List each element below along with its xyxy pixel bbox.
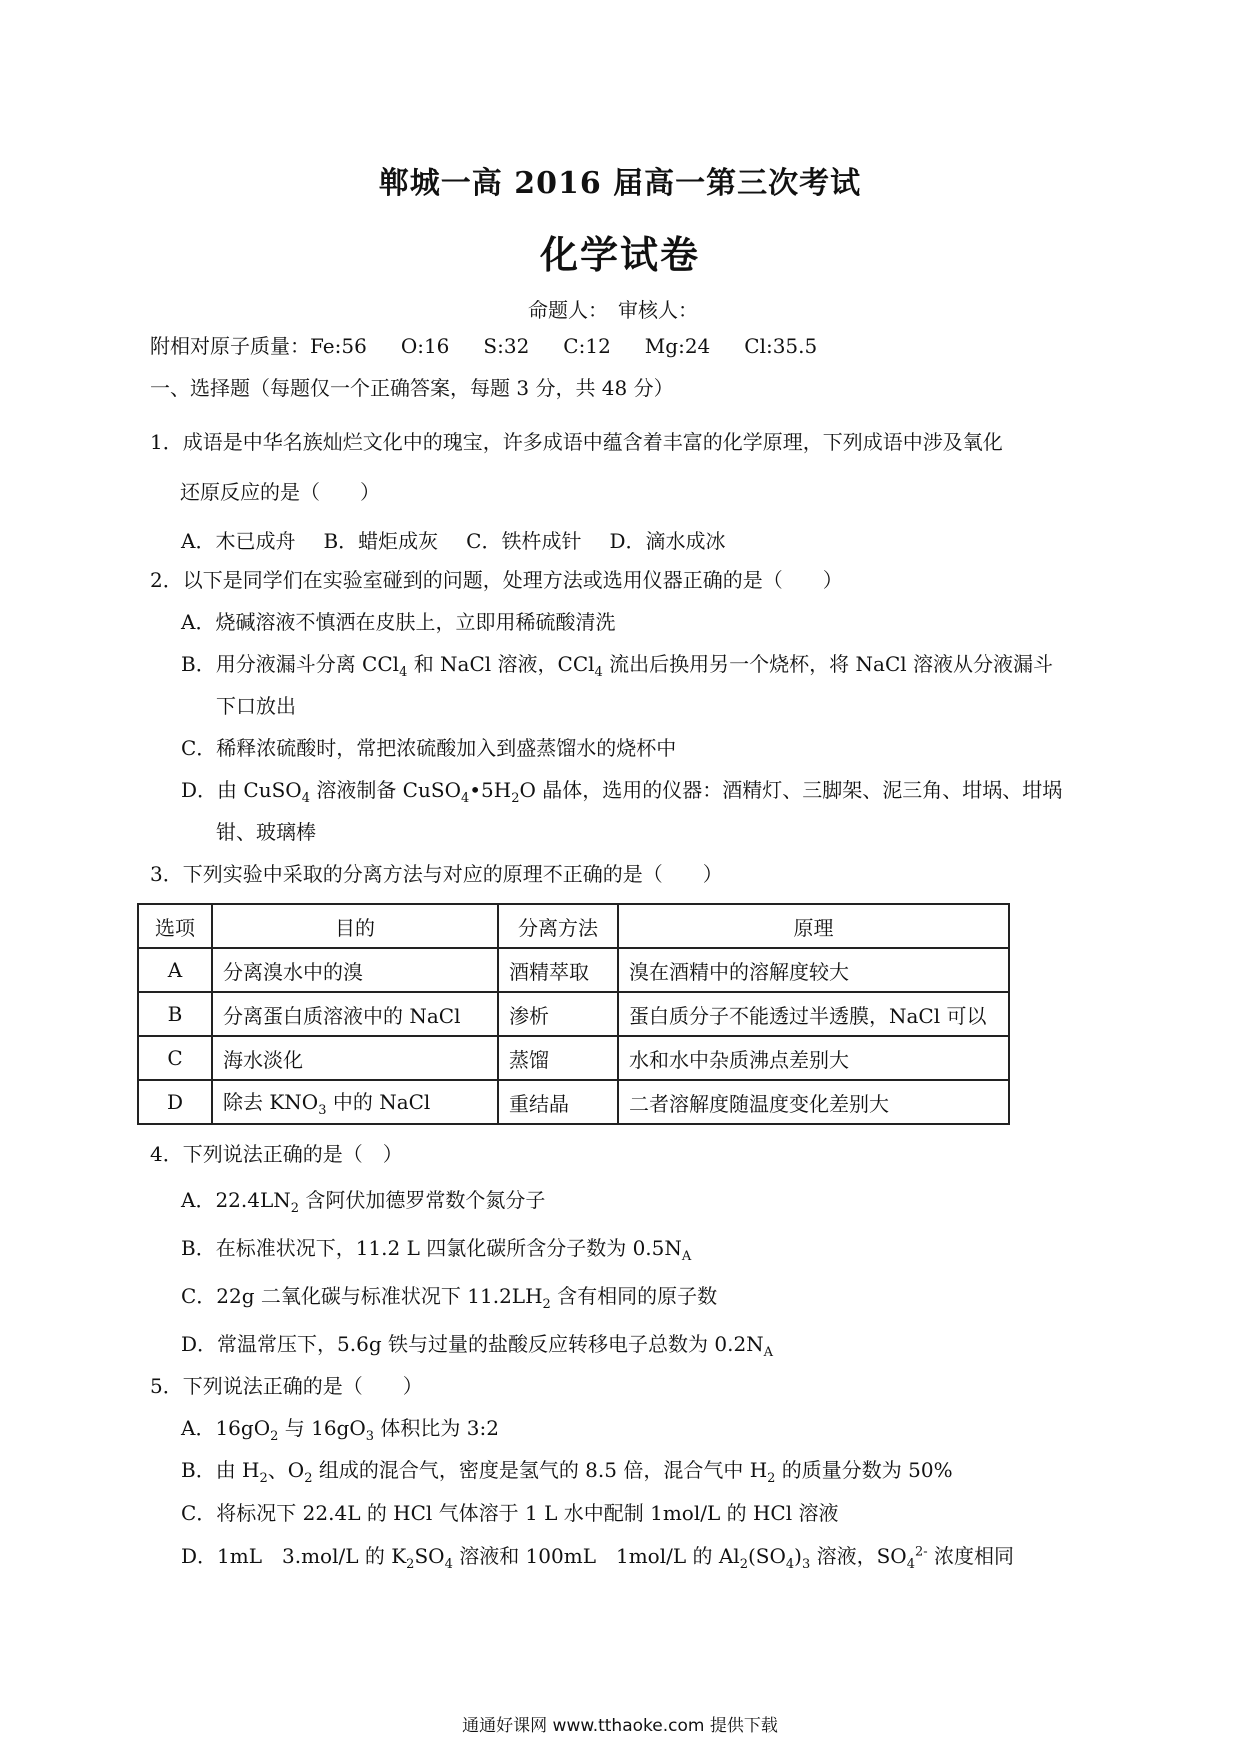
- mass-mg: Mg:24: [644, 334, 711, 358]
- subscript: 4: [444, 1557, 453, 1572]
- table-cell: 渗析: [498, 992, 618, 1036]
- subscript: 4: [460, 791, 470, 806]
- mass-c: C:12: [563, 334, 611, 358]
- q2-option-d: [181, 774, 1062, 806]
- q5-option-d: [181, 1540, 1014, 1572]
- q5-d-text: 浓度相同: [927, 1544, 1015, 1568]
- subscript: 3: [318, 1103, 327, 1118]
- table-cell: 溴在酒精中的溶解度较大: [618, 948, 1009, 992]
- mass-o: O:16: [400, 334, 450, 358]
- q2-d-text: D．由 CuSO: [181, 778, 302, 802]
- q1-option-c: C．铁杵成针: [466, 529, 582, 553]
- q5-option-b: [181, 1454, 953, 1486]
- subscript: 2: [542, 1297, 551, 1312]
- q2-option-a: A．烧碱溶液不慎洒在皮肤上，立即用稀硫酸清洗: [181, 610, 616, 634]
- q1-stem-line1: 1．成语是中华名族灿烂文化中的瑰宝，许多成语中蕴含着丰富的化学原理，下列成语中涉及氧化: [150, 430, 1003, 454]
- separation-table: [137, 903, 1010, 1125]
- table-header-cell: 目的: [212, 904, 498, 948]
- q2-option-c: C．稀释浓硫酸时，常把浓硫酸加入到盛蒸馏水的烧杯中: [181, 736, 677, 760]
- authors-line: 命题人： 审核人：: [528, 298, 698, 322]
- q2-d-text: O 晶体，选用的仪器：酒精灯、三脚架、泥三角、坩埚、坩埚: [519, 778, 1063, 802]
- q5-d-text: D．1mL 3.mol/L 的 K: [181, 1544, 407, 1568]
- table-row: [138, 1036, 1009, 1080]
- q4-a-text: A．22.4LN: [181, 1188, 291, 1212]
- footer-credit: 通通好课网 www.tthaoke.com 提供下载: [462, 1716, 778, 1736]
- table-row: [138, 992, 1009, 1036]
- q1-option-b: B．蜡炬成灰: [323, 529, 439, 553]
- q5-b-text: 组成的混合气，密度是氢气的 8.5 倍，混合气中 H: [312, 1458, 768, 1482]
- subscript: 2: [259, 1471, 268, 1486]
- q5-b-text: 、O: [267, 1458, 305, 1482]
- atomic-masses-label: 附相对原子质量：: [150, 334, 310, 358]
- q5-d-text: 溶液，SO: [810, 1544, 907, 1568]
- superscript: 2-: [915, 1544, 928, 1560]
- table-cell: 水和水中杂质沸点差别大: [618, 1036, 1009, 1080]
- q2-d-text: 溶液制备 CuSO: [309, 778, 461, 802]
- atomic-masses: [150, 330, 817, 359]
- q2-option-b-cont: 下口放出: [216, 694, 296, 718]
- cell-text: 除去 KNO: [223, 1090, 319, 1114]
- subscript: 2: [270, 1429, 279, 1444]
- q5-stem: 5．下列说法正确的是（ ）: [150, 1374, 423, 1398]
- subscript: 2: [739, 1557, 748, 1572]
- subscript: 3: [801, 1557, 811, 1572]
- q2-b-text: B．用分液漏斗分离 CCl: [181, 652, 400, 676]
- subscript: 2: [767, 1471, 776, 1486]
- q5-b-text: 的质量分数为 50%: [775, 1458, 953, 1482]
- mass-fe: Fe:56: [310, 334, 367, 358]
- q4-option-a: [181, 1184, 545, 1216]
- table-cell: 蛋白质分子不能透过半透膜，NaCl 可以: [618, 992, 1009, 1036]
- table-cell: A: [138, 948, 212, 992]
- q5-b-text: B．由 H: [181, 1458, 260, 1482]
- table-row: [138, 1080, 1009, 1124]
- table-cell: 酒精萃取: [498, 948, 618, 992]
- subscript: 2: [406, 1557, 415, 1572]
- q1-stem-line2: 还原反应的是（ ）: [180, 480, 380, 504]
- mass-cl: Cl:35.5: [744, 334, 818, 358]
- q3-stem: 3．下列实验中采取的分离方法与对应的原理不正确的是（ ）: [150, 862, 723, 886]
- q1-options: [181, 525, 726, 554]
- table-header-cell: 选项: [138, 904, 212, 948]
- subscript: A: [763, 1345, 774, 1360]
- table-cell: 蒸馏: [498, 1036, 618, 1080]
- table-cell: D: [138, 1080, 212, 1124]
- subscript: 4: [301, 791, 310, 806]
- q1-option-d: D．滴水成冰: [609, 529, 726, 553]
- q2-stem: 2．以下是同学们在实验室碰到的问题，处理方法或选用仪器正确的是（ ）: [150, 568, 843, 592]
- q5-d-text: 溶液和 100mL 1mol/L 的 Al: [452, 1544, 740, 1568]
- table-cell: [212, 1080, 498, 1124]
- q4-b-text: B．在标准状况下，11.2 L 四氯化碳所含分子数为 0.5N: [181, 1236, 682, 1260]
- q5-d-text: SO: [414, 1544, 445, 1568]
- subscript: 2: [511, 791, 520, 806]
- exam-title: 郸城一高 2016 届高一第三次考试: [378, 166, 862, 201]
- q5-option-a: [181, 1412, 499, 1444]
- q1-option-a: A．木已成舟: [181, 529, 296, 553]
- table-cell: 重结晶: [498, 1080, 618, 1124]
- table-header-cell: 分离方法: [498, 904, 618, 948]
- table-cell: 分离蛋白质溶液中的 NaCl: [212, 992, 498, 1036]
- subscript: A: [681, 1249, 692, 1264]
- mass-s: S:32: [483, 334, 530, 358]
- section-heading: 一、选择题（每题仅一个正确答案，每题 3 分，共 48 分）: [150, 376, 674, 400]
- subject-title: 化学试卷: [539, 232, 700, 277]
- q5-option-c: C．将标况下 22.4L 的 HCl 气体溶于 1 L 水中配制 1mol/L 的 HCl 溶液: [181, 1501, 839, 1525]
- table-cell: B: [138, 992, 212, 1036]
- q4-d-text: D．常温常压下，5.6g 铁与过量的盐酸反应转移电子总数为 0.2N: [181, 1332, 764, 1356]
- q2-option-d-cont: 钳、玻璃棒: [216, 820, 316, 844]
- q5-d-text: ): [794, 1544, 802, 1568]
- table-header-row: [138, 904, 1009, 948]
- subscript: 4: [906, 1557, 915, 1572]
- q4-option-b: [181, 1232, 691, 1264]
- q5-a-text: A．16gO: [181, 1416, 271, 1440]
- q4-c-text: 含有相同的原子数: [550, 1284, 718, 1308]
- subscript: 2: [290, 1201, 300, 1216]
- q5-a-text: 体积比为 3:2: [374, 1416, 499, 1440]
- table-cell: 分离溴水中的溴: [212, 948, 498, 992]
- cell-text: 中的 NaCl: [326, 1090, 431, 1114]
- q5-a-text: 与 16gO: [278, 1416, 366, 1440]
- table-row: [138, 948, 1009, 992]
- subscript: 4: [594, 665, 603, 680]
- table-cell: 二者溶解度随温度变化差别大: [618, 1080, 1009, 1124]
- q4-stem: 4．下列说法正确的是（ ）: [150, 1142, 403, 1166]
- q2-option-b: [181, 648, 1053, 680]
- q4-option-c: [181, 1280, 717, 1312]
- table-cell: C: [138, 1036, 212, 1080]
- q4-a-text: 含阿伏加德罗常数个氮分子: [299, 1188, 546, 1212]
- q4-c-text: C．22g 二氧化碳与标准状况下 11.2LH: [181, 1284, 543, 1308]
- table-cell: 海水淡化: [212, 1036, 498, 1080]
- subscript: 2: [304, 1471, 313, 1486]
- subscript: 4: [399, 665, 408, 680]
- q2-b-text: 和 NaCl 溶液，CCl: [407, 652, 595, 676]
- q2-b-text: 流出后换用另一个烧杯，将 NaCl 溶液从分液漏斗: [602, 652, 1054, 676]
- q4-option-d: [181, 1328, 773, 1360]
- subscript: 4: [785, 1557, 795, 1572]
- q5-d-text: (SO: [747, 1544, 786, 1568]
- q2-d-text: •5H: [469, 778, 512, 802]
- subscript: 3: [365, 1429, 375, 1444]
- table-header-cell: 原理: [618, 904, 1009, 948]
